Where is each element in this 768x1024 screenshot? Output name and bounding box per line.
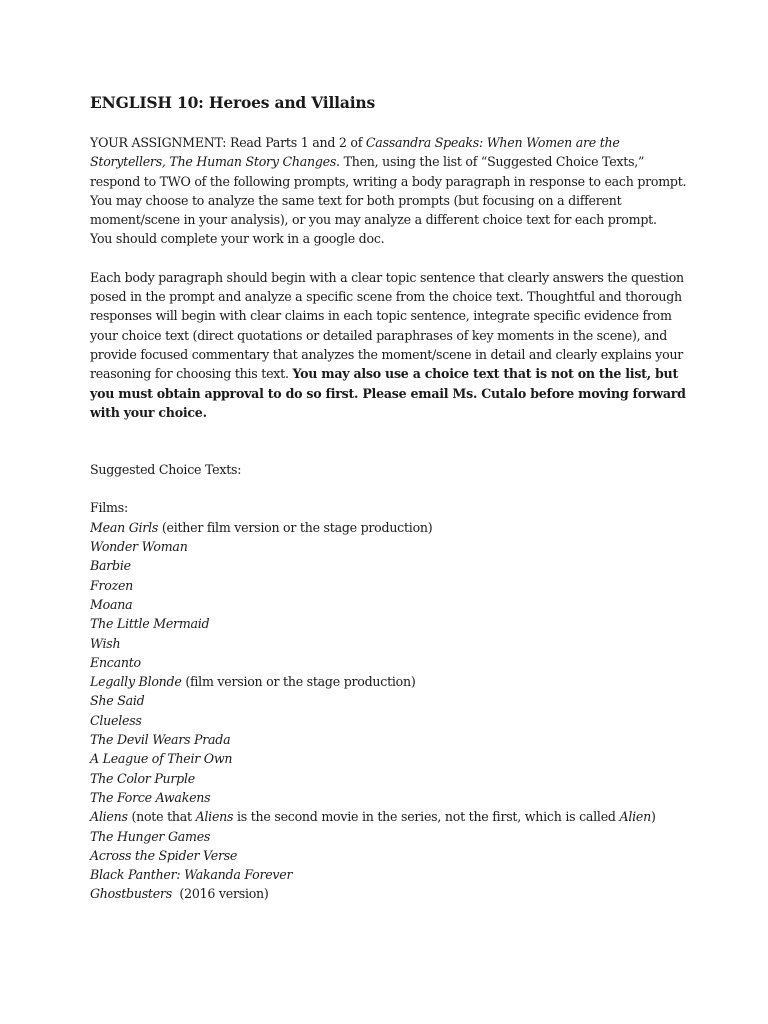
film-item bbox=[90, 614, 690, 633]
spacer bbox=[90, 249, 690, 268]
film-item bbox=[90, 827, 690, 846]
film-item bbox=[90, 807, 690, 826]
film-title: Moana bbox=[90, 596, 133, 612]
film-item bbox=[90, 865, 690, 884]
film-title: The Force Awakens bbox=[90, 789, 211, 805]
instructions-text: Each body paragraph should begin with a clear topic sentence that clearly answers the question posed in the prompt and analyze a specific scene from the choice text. Thoughtful and thorough responses will begin with clear claims in each topic sentence, integrate specific evidence from your choice text (direct quotations or detailed paraphrases of key moments in the scene), and provide focused commentary that analyzes the moment/scene in detail and clearly explains your reasoning for choosing this text. bbox=[90, 269, 684, 382]
film-item bbox=[90, 595, 690, 614]
film-item bbox=[90, 518, 690, 537]
film-item bbox=[90, 749, 690, 768]
film-note: (note that bbox=[127, 809, 196, 825]
film-title: She Said bbox=[90, 693, 145, 709]
assignment-rest: Then, using the list of “Suggested Choice Texts,” respond to TWO of the following prompts, writing a body paragraph in response to each prompt. You may choose to analyze the same text for both prompts (but focusing on a different moment/scene in your analysis), or you may analyze a different choice text for each prompt. bbox=[90, 154, 687, 228]
film-item bbox=[90, 672, 690, 691]
film-note: is the second movie in the series, not the first, which is called bbox=[233, 809, 620, 825]
film-title: The Color Purple bbox=[90, 770, 195, 786]
film-note: (film version or the stage production) bbox=[181, 674, 416, 690]
film-item bbox=[90, 730, 690, 749]
film-title: The Hunger Games bbox=[90, 828, 211, 844]
film-title: Aliens bbox=[90, 809, 128, 825]
assignment-lead: YOUR ASSIGNMENT: Read Parts 1 and 2 of bbox=[90, 135, 366, 150]
google-doc-line: You should complete your work in a google doc. bbox=[90, 231, 385, 247]
film-title: Ghostbusters bbox=[90, 886, 172, 902]
film-item bbox=[90, 691, 690, 710]
film-item bbox=[90, 769, 690, 788]
film-note: Aliens bbox=[195, 809, 234, 825]
film-title: Across the Spider Verse bbox=[90, 847, 238, 863]
film-item bbox=[90, 556, 690, 575]
approval-note: You may also use a choice text that is not on the list, but you must obtain approval to do so first. Please email Ms. Cutalo before moving forward with your choice. bbox=[90, 366, 686, 420]
film-item bbox=[90, 634, 690, 653]
film-item bbox=[90, 537, 690, 556]
film-item bbox=[90, 711, 690, 730]
film-title: The Devil Wears Prada bbox=[90, 732, 231, 748]
film-title: Wish bbox=[90, 635, 121, 651]
film-title: Barbie bbox=[90, 558, 131, 574]
film-note: (2016 version) bbox=[171, 886, 269, 902]
film-title: Black Panther: Wakanda Forever bbox=[90, 867, 293, 883]
assignment-paragraph bbox=[90, 133, 690, 229]
film-title: The Little Mermaid bbox=[90, 616, 210, 632]
film-title: Clueless bbox=[90, 712, 142, 728]
document-page bbox=[90, 92, 690, 904]
book-title: Cassandra Speaks: When Women are the Storytellers, The Human Story Changes. bbox=[90, 135, 620, 170]
film-note: Alien bbox=[619, 809, 651, 825]
film-note: (either film version or the stage production) bbox=[158, 519, 433, 535]
film-item bbox=[90, 576, 690, 595]
spacer bbox=[90, 422, 690, 460]
film-title: Frozen bbox=[90, 577, 134, 593]
film-note: ) bbox=[650, 809, 656, 825]
suggested-heading: Suggested Choice Texts: bbox=[90, 462, 242, 478]
document-title: ENGLISH 10: Heroes and Villains bbox=[90, 93, 375, 112]
film-item bbox=[90, 788, 690, 807]
film-title: Wonder Woman bbox=[90, 539, 188, 555]
film-title: Mean Girls bbox=[90, 519, 159, 535]
films-heading: Films: bbox=[90, 500, 128, 516]
film-item bbox=[90, 884, 690, 903]
film-item bbox=[90, 846, 690, 865]
film-list bbox=[90, 518, 690, 904]
spacer bbox=[90, 479, 690, 498]
film-item bbox=[90, 653, 690, 672]
film-title: Legally Blonde bbox=[90, 674, 182, 690]
film-title: Encanto bbox=[90, 654, 141, 670]
body-paragraph-instructions bbox=[90, 268, 690, 422]
film-title: A League of Their Own bbox=[90, 751, 233, 767]
